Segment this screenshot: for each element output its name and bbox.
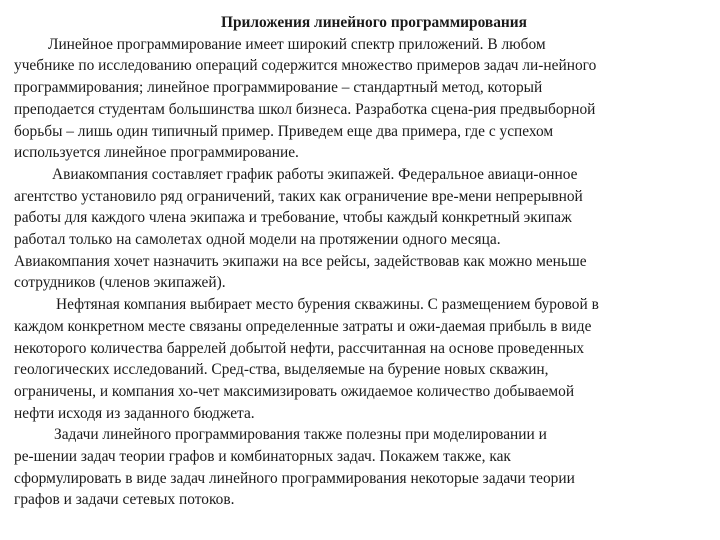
text-line: программирования; линейное программирование – стандартный метод, который [14,79,543,97]
text-line: работы для каждого члена экипажа и требование, чтобы каждый конкретный экипаж [14,209,572,227]
text-line: Задачи линейного программирования также полезны при моделировании и [54,426,547,444]
text-line: учебнике по исследованию операций содержится множество примеров задач ли-нейного [14,57,597,75]
text-line: сотрудников (членов экипажей). [14,274,226,292]
text-line: Линейное программирование имеет широкий спектр приложений. В любом [48,35,546,53]
text-line: агентство установило ряд ограничений, таких как ограничение вре-мени непрерывной [14,187,583,205]
text-line: используется линейное программирование. [14,144,299,162]
paragraph-intro [14,34,704,164]
text-line: ре-шении задач теории графов и комбинаторных задач. Покажем также, как [14,448,511,466]
text-line: сформулировать в виде задач линейного программирования некоторые задачи теории [14,469,575,487]
text-line: геологических исследований. Сред-ства, выделяемые на бурение новых скважин, [14,361,549,379]
paragraph-oil [14,294,704,424]
paragraph-airline [14,164,704,294]
text-line: графов и задачи сетевых потоков. [14,491,235,509]
text-line: некоторого количества баррелей добытой нефти, рассчитанная на основе проведенных [14,339,585,357]
text-line: Нефтяная компания выбирает место бурения скважины. С размещением буровой в [56,296,599,314]
text-line: каждом конкретном месте связаны определенные затраты и ожи-даемая прибыль в виде [14,317,592,335]
text-line: преподается студентам большинства школ бизнеса. Разработка сцена-рия предвыборной [14,100,596,118]
text-line: нефти исходя из заданного бюджета. [14,404,255,422]
page-title: Приложения линейного программирования [221,14,527,31]
text-line: борьбы – лишь один типичный пример. Приведем еще два примера, где с успехом [14,122,554,140]
text-line: ограничены, и компания хо-чет максимизировать ожидаемое количество добываемой [14,382,575,400]
document-page [14,12,704,511]
text-line: Авиакомпания составляет график работы экипажей. Федеральное авиаци-онное [52,165,578,183]
paragraph-graphs [14,424,704,511]
text-line: работал только на самолетах одной модели на протяжении одного месяца. [14,231,501,249]
text-line: Авиакомпания хочет назначить экипажи на все рейсы, задействовав как можно меньше [14,252,587,270]
